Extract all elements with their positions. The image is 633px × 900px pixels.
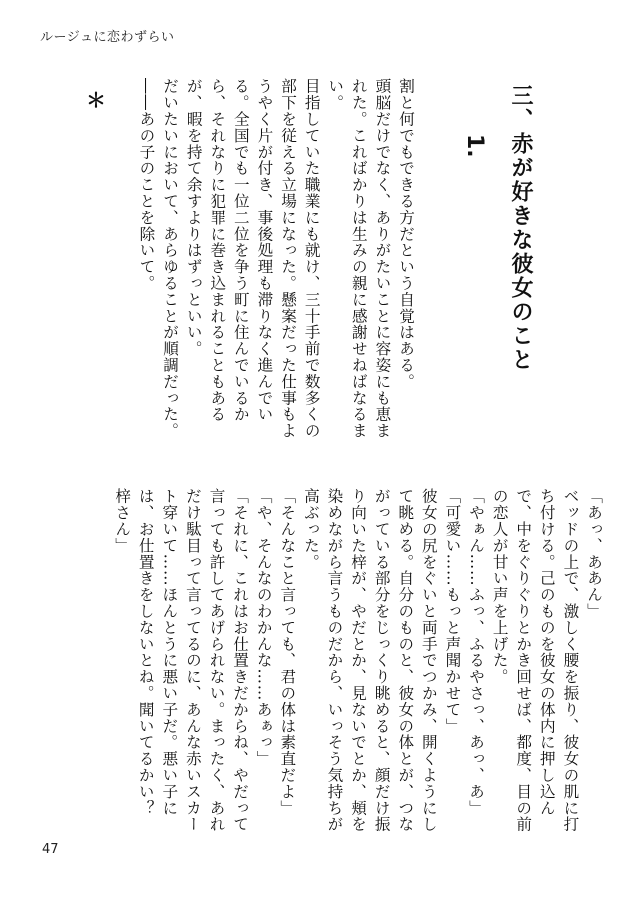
dialogue-line: 「あっ、ああん」: [585, 488, 603, 620]
paragraph: 目指していた職業にも就け、三十手前で数多くの部下を従える立場になった。懸案だった仕事もようやく片が付き、事後処理も滞りなく進んでいる。全国でも一位二位を争う町に住んでいるから、それなりに犯罪に巻き込まれることもあるが、暇を持て余すよりはずっといい。: [184, 78, 321, 439]
paragraph: だいたいにおいて、あらゆることが順調だった。: [161, 78, 180, 439]
paragraph: ベッドの上で、激しく腰を振り、彼女の肌に打ち付ける。己のものを彼女の体内に押し込んで、中をぐりぐりとかき回せば、都度、目の前の恋人が甘い声を上げた。: [490, 488, 580, 833]
paragraph: 彼女の尻をぐいと両手でつかみ、開くようにして眺める。自分のものと、彼女の体とが、つながっている部分をじっくり眺めると、顔だけ振り向いた梓が、やだとか、見ないでとか、頬を染めながら言うものだから、いっそう気持ちが高ぶった。: [301, 488, 438, 833]
chapter-title: 三、赤が好きな彼女のこと: [508, 84, 533, 372]
dialogue-line: 「や、そんなのわかんな……あぁっ」: [254, 488, 273, 767]
dialogue-line: 「それに、これはお仕置きだからね、やだって言っても許してあげられない。まったく、あれだけ駄目って言ってるのに、あんな赤いスカート穿いて……ほんとうに悪い子だ。悪い子には、お仕置きをしないとね。聞いてるかい？ 梓さん」: [113, 488, 250, 833]
lower-body-text: [110, 488, 605, 838]
dialogue-line: 「そんなこと言っても、君の体は素直だよ」: [278, 488, 297, 816]
dialogue-line: 「可愛い……もっと声聞かせて」: [443, 488, 462, 734]
section-number: 1.: [462, 134, 487, 158]
dialogue-line: 「やぁん……ふっ、ふるやさっ、あっ、あ」: [467, 488, 486, 816]
scene-break-asterisk: ＊: [86, 88, 106, 112]
paragraph: ――あの子のことを除いて。: [137, 78, 156, 292]
running-header: ルージュに恋わずらい: [40, 30, 175, 45]
upper-body-text: [134, 78, 417, 450]
paragraph: 頭脳だけでなく、ありがたいことに容姿にも恵まれた。こればかりは生みの親に感謝せねばなるまい。: [326, 78, 392, 439]
page-number: 47: [42, 842, 59, 857]
paragraph: 割と何でもできる方だという自覚はある。: [397, 78, 415, 390]
